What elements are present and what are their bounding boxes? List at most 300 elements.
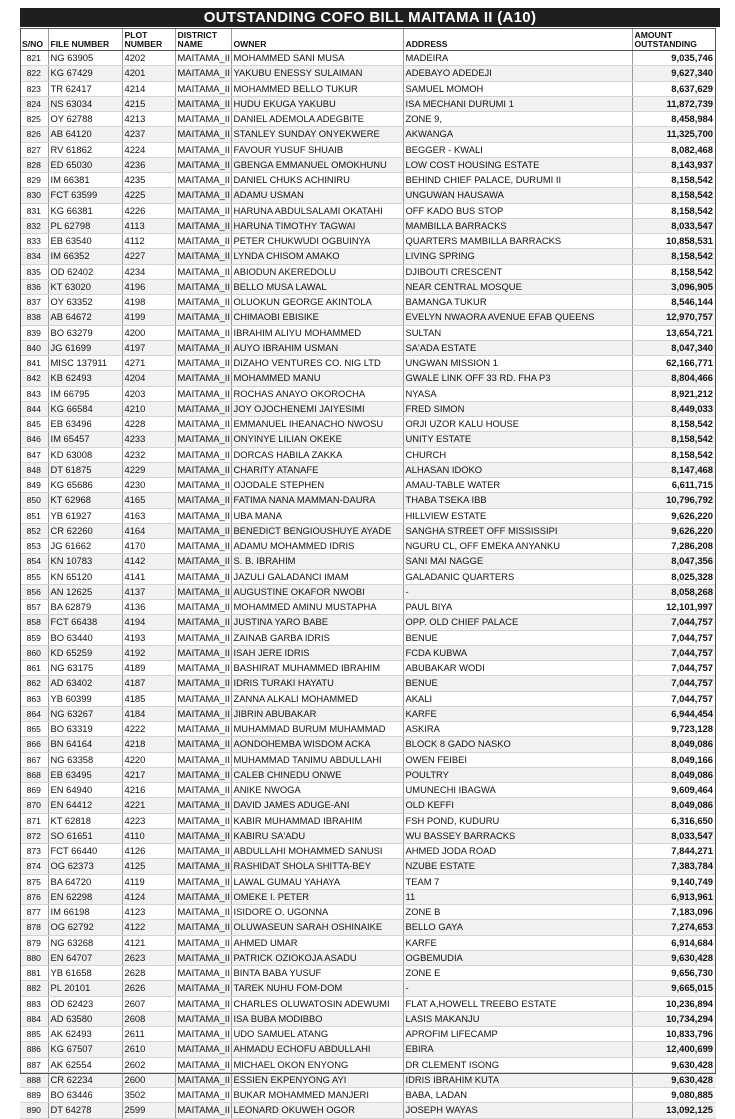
cell-file-number: KD 63008	[48, 447, 122, 462]
cell-sno: 836	[20, 279, 48, 294]
cell-file-number: KN 10783	[48, 554, 122, 569]
table-row	[20, 676, 716, 691]
cell-file-number: IM 66198	[48, 905, 122, 920]
cell-sno: 850	[20, 493, 48, 508]
cell-sno: 855	[20, 569, 48, 584]
table-row	[20, 264, 716, 279]
cell-plot-number: 2610	[122, 1042, 175, 1057]
cell-owner: MOHAMMED AMINU MUSTAPHA	[231, 600, 403, 615]
table-row	[20, 371, 716, 386]
cell-plot-number: 4164	[122, 523, 175, 538]
cell-address: TEAM 7	[403, 874, 632, 889]
cell-district-name: MAITAMA_II	[175, 1042, 231, 1057]
cell-amount-outstanding: 8,082,468	[632, 142, 716, 157]
cell-address: ADEBAYO ADEDEJI	[403, 66, 632, 81]
cell-sno: 853	[20, 539, 48, 554]
cell-file-number: OG 62373	[48, 859, 122, 874]
cell-sno: 873	[20, 844, 48, 859]
cell-owner: AUYO IBRAHIM USMAN	[231, 340, 403, 355]
cell-owner: ISAH JERE IDRIS	[231, 645, 403, 660]
cell-plot-number: 4221	[122, 798, 175, 813]
header-district-line2: NAME	[177, 39, 203, 49]
cell-address: LIVING SPRING	[403, 249, 632, 264]
cell-owner: AONDOHEMBA WISDOM ACKA	[231, 737, 403, 752]
cell-file-number: FCT 66438	[48, 615, 122, 630]
cell-amount-outstanding: 8,025,328	[632, 569, 716, 584]
table-row	[20, 81, 716, 96]
cell-file-number: BA 64720	[48, 874, 122, 889]
cell-address: SULTAN	[403, 325, 632, 340]
cell-sno: 888	[20, 1072, 48, 1087]
cell-address: BAMANGA TUKUR	[403, 295, 632, 310]
cell-amount-outstanding: 12,970,757	[632, 310, 716, 325]
cell-sno: 822	[20, 66, 48, 81]
cell-district-name: MAITAMA_II	[175, 722, 231, 737]
cell-address: KARFE	[403, 706, 632, 721]
cell-district-name: MAITAMA_II	[175, 905, 231, 920]
cell-sno: 828	[20, 157, 48, 172]
cell-file-number: BO 63446	[48, 1088, 122, 1103]
cell-address: FCDA KUBWA	[403, 645, 632, 660]
cell-address: DJIBOUTI CRESCENT	[403, 264, 632, 279]
cell-amount-outstanding: 10,236,894	[632, 996, 716, 1011]
cell-owner: JOY OJOCHENEMI JAIYESIMI	[231, 401, 403, 416]
cell-plot-number: 2600	[122, 1072, 175, 1087]
cell-sno: 869	[20, 783, 48, 798]
cell-owner: STANLEY SUNDAY ONYEKWERE	[231, 127, 403, 142]
cell-address: ISA MECHANI DURUMI 1	[403, 96, 632, 111]
table-row	[20, 340, 716, 355]
cell-district-name: MAITAMA_II	[175, 325, 231, 340]
cell-owner: ADAMU USMAN	[231, 188, 403, 203]
cell-plot-number: 4224	[122, 142, 175, 157]
cell-district-name: MAITAMA_II	[175, 950, 231, 965]
table-row	[20, 783, 716, 798]
cell-plot-number: 4232	[122, 447, 175, 462]
cell-plot-number: 4222	[122, 722, 175, 737]
cell-address: MAMBILLA BARRACKS	[403, 218, 632, 233]
table-row	[20, 493, 716, 508]
cell-address: FSH POND, KUDURU	[403, 813, 632, 828]
cell-address: MADEIRA	[403, 51, 632, 66]
cell-plot-number: 4122	[122, 920, 175, 935]
table-row	[20, 859, 716, 874]
cell-file-number: EB 63495	[48, 767, 122, 782]
cell-plot-number: 2608	[122, 1011, 175, 1026]
cell-address: BLOCK 8 GADO NASKO	[403, 737, 632, 752]
cell-district-name: MAITAMA_II	[175, 539, 231, 554]
cell-file-number: DT 64278	[48, 1103, 122, 1118]
cell-owner: CALEB CHINEDU ONWE	[231, 767, 403, 782]
header-sno: S/NO	[20, 28, 48, 51]
cell-sno: 843	[20, 386, 48, 401]
table-row	[20, 325, 716, 340]
cell-address: HILLVIEW ESTATE	[403, 508, 632, 523]
cell-amount-outstanding: 9,080,885	[632, 1088, 716, 1103]
cell-file-number: OG 62792	[48, 920, 122, 935]
cell-sno: 887	[20, 1057, 48, 1072]
cell-district-name: MAITAMA_II	[175, 264, 231, 279]
cell-amount-outstanding: 8,458,984	[632, 112, 716, 127]
cell-file-number: FCT 63599	[48, 188, 122, 203]
cell-owner: OLUOKUN GEORGE AKINTOLA	[231, 295, 403, 310]
cell-sno: 878	[20, 920, 48, 935]
cell-plot-number: 4126	[122, 844, 175, 859]
cell-district-name: MAITAMA_II	[175, 188, 231, 203]
cell-plot-number: 4142	[122, 554, 175, 569]
cell-amount-outstanding: 8,047,340	[632, 340, 716, 355]
cell-file-number: AD 63580	[48, 1011, 122, 1026]
cell-owner: GBENGA EMMANUEL OMOKHUNU	[231, 157, 403, 172]
cell-district-name: MAITAMA_II	[175, 295, 231, 310]
cell-district-name: MAITAMA_II	[175, 96, 231, 111]
cell-file-number: JG 61662	[48, 539, 122, 554]
cell-file-number: BO 63279	[48, 325, 122, 340]
cell-file-number: EB 63540	[48, 234, 122, 249]
cell-owner: BUKAR MOHAMMED MANJERI	[231, 1088, 403, 1103]
cell-plot-number: 4198	[122, 295, 175, 310]
cell-file-number: NG 63358	[48, 752, 122, 767]
table-row	[20, 218, 716, 233]
cell-district-name: MAITAMA_II	[175, 1088, 231, 1103]
cell-amount-outstanding: 8,158,542	[632, 249, 716, 264]
cell-amount-outstanding: 7,044,757	[632, 676, 716, 691]
cell-sno: 865	[20, 722, 48, 737]
table-row	[20, 188, 716, 203]
cell-address: BABA, LADAN	[403, 1088, 632, 1103]
cell-file-number: NG 63175	[48, 661, 122, 676]
cell-file-number: BN 64164	[48, 737, 122, 752]
cell-amount-outstanding: 8,158,542	[632, 188, 716, 203]
cell-sno: 886	[20, 1042, 48, 1057]
header-file-number: FILE NUMBER	[48, 28, 122, 51]
cell-sno: 854	[20, 554, 48, 569]
cell-amount-outstanding: 10,734,294	[632, 1011, 716, 1026]
cell-amount-outstanding: 6,944,454	[632, 706, 716, 721]
cell-owner: ABIODUN AKEREDOLU	[231, 264, 403, 279]
table-row	[20, 356, 716, 371]
cell-owner: ESSIEN EKPENYONG AYI	[231, 1072, 403, 1087]
cell-plot-number: 4194	[122, 615, 175, 630]
cell-plot-number: 4123	[122, 905, 175, 920]
cell-plot-number: 4137	[122, 584, 175, 599]
cell-sno: 835	[20, 264, 48, 279]
cell-file-number: CR 62260	[48, 523, 122, 538]
cell-plot-number: 4200	[122, 325, 175, 340]
cell-district-name: MAITAMA_II	[175, 569, 231, 584]
cell-owner: AHMED UMAR	[231, 935, 403, 950]
cell-district-name: MAITAMA_II	[175, 478, 231, 493]
cell-amount-outstanding: 9,035,746	[632, 51, 716, 66]
cell-sno: 885	[20, 1027, 48, 1042]
cell-address: LOW COST HOUSING ESTATE	[403, 157, 632, 172]
cell-district-name: MAITAMA_II	[175, 508, 231, 523]
cell-sno: 842	[20, 371, 48, 386]
cell-file-number: KG 66584	[48, 401, 122, 416]
cell-district-name: MAITAMA_II	[175, 356, 231, 371]
cell-sno: 860	[20, 645, 48, 660]
header-district-line1: DISTRICT	[177, 30, 218, 40]
cell-plot-number: 2623	[122, 950, 175, 965]
cell-sno: 859	[20, 630, 48, 645]
cell-owner: PETER CHUKWUDI OGBUINYA	[231, 234, 403, 249]
cell-amount-outstanding: 9,665,015	[632, 981, 716, 996]
cell-plot-number: 4187	[122, 676, 175, 691]
cell-address: DR CLEMENT ISONG	[403, 1057, 632, 1072]
cell-district-name: MAITAMA_II	[175, 828, 231, 843]
cell-plot-number: 4185	[122, 691, 175, 706]
table-row	[20, 584, 716, 599]
cell-file-number: BO 63440	[48, 630, 122, 645]
cell-amount-outstanding: 7,044,757	[632, 630, 716, 645]
cell-district-name: MAITAMA_II	[175, 935, 231, 950]
cell-amount-outstanding: 6,914,684	[632, 935, 716, 950]
cell-address: SANGHA STREET OFF MISSISSIPI	[403, 523, 632, 538]
cell-district-name: MAITAMA_II	[175, 340, 231, 355]
table-row	[20, 523, 716, 538]
cell-district-name: MAITAMA_II	[175, 920, 231, 935]
cell-sno: 861	[20, 661, 48, 676]
cell-file-number: EN 64940	[48, 783, 122, 798]
cell-district-name: MAITAMA_II	[175, 661, 231, 676]
cell-address: SA'ADA ESTATE	[403, 340, 632, 355]
cell-plot-number: 2607	[122, 996, 175, 1011]
cell-amount-outstanding: 6,611,715	[632, 478, 716, 493]
table-row	[20, 691, 716, 706]
cell-file-number: NG 63905	[48, 51, 122, 66]
cell-address: ZONE B	[403, 905, 632, 920]
cell-address: GALADANIC QUARTERS	[403, 569, 632, 584]
cell-amount-outstanding: 7,044,757	[632, 615, 716, 630]
cell-owner: BENEDICT BENGIOUSHUYE AYADE	[231, 523, 403, 538]
cell-sno: 846	[20, 432, 48, 447]
cell-address: GWALE LINK OFF 33 RD. FHA P3	[403, 371, 632, 386]
cell-sno: 877	[20, 905, 48, 920]
table-row	[20, 950, 716, 965]
cell-address: ASKIRA	[403, 722, 632, 737]
cell-plot-number: 4226	[122, 203, 175, 218]
cell-district-name: MAITAMA_II	[175, 234, 231, 249]
cell-district-name: MAITAMA_II	[175, 584, 231, 599]
cell-amount-outstanding: 12,101,997	[632, 600, 716, 615]
table-row	[20, 874, 716, 889]
cell-address: THABA TSEKA IBB	[403, 493, 632, 508]
cell-district-name: MAITAMA_II	[175, 691, 231, 706]
table-row	[20, 844, 716, 859]
cell-owner: ISA BUBA MODIBBO	[231, 1011, 403, 1026]
cell-address: -	[403, 981, 632, 996]
cell-address: OFF KADO BUS STOP	[403, 203, 632, 218]
cell-sno: 851	[20, 508, 48, 523]
cell-amount-outstanding: 8,033,547	[632, 828, 716, 843]
table-row	[20, 569, 716, 584]
table-row	[20, 279, 716, 294]
cell-amount-outstanding: 9,630,428	[632, 1057, 716, 1072]
cell-sno: 883	[20, 996, 48, 1011]
table-row	[20, 600, 716, 615]
table-row	[20, 112, 716, 127]
cell-plot-number: 2611	[122, 1027, 175, 1042]
cell-file-number: BA 62879	[48, 600, 122, 615]
cell-plot-number: 4204	[122, 371, 175, 386]
cell-sno: 868	[20, 767, 48, 782]
cell-owner: CHARITY ATANAFE	[231, 462, 403, 477]
cell-plot-number: 4227	[122, 249, 175, 264]
table-row	[20, 966, 716, 981]
cell-plot-number: 4210	[122, 401, 175, 416]
cell-owner: MICHAEL OKON ENYONG	[231, 1057, 403, 1072]
cell-sno: 825	[20, 112, 48, 127]
cell-file-number: CR 62234	[48, 1072, 122, 1087]
cell-amount-outstanding: 9,627,340	[632, 66, 716, 81]
table-row	[20, 142, 716, 157]
cell-sno: 884	[20, 1011, 48, 1026]
cell-address: IDRIS IBRAHIM KUTA	[403, 1072, 632, 1087]
cell-plot-number: 4213	[122, 112, 175, 127]
cell-owner: HUDU EKUGA YAKUBU	[231, 96, 403, 111]
cell-amount-outstanding: 9,626,220	[632, 523, 716, 538]
cell-sno: 832	[20, 218, 48, 233]
cell-district-name: MAITAMA_II	[175, 798, 231, 813]
cell-amount-outstanding: 8,049,086	[632, 737, 716, 752]
cell-plot-number: 4170	[122, 539, 175, 554]
cell-address: BELLO GAYA	[403, 920, 632, 935]
cell-plot-number: 2599	[122, 1103, 175, 1118]
table-row	[20, 706, 716, 721]
cell-district-name: MAITAMA_II	[175, 783, 231, 798]
cell-file-number: AD 63402	[48, 676, 122, 691]
cell-owner: MOHAMMED BELLO TUKUR	[231, 81, 403, 96]
table-row	[20, 1042, 716, 1057]
cell-owner: PATRICK OZIOKOJA ASADU	[231, 950, 403, 965]
cell-sno: 871	[20, 813, 48, 828]
cell-address: FLAT A,HOWELL TREEBO ESTATE	[403, 996, 632, 1011]
cell-file-number: IM 65457	[48, 432, 122, 447]
cell-file-number: BO 63319	[48, 722, 122, 737]
cell-address: JOSEPH WAYAS	[403, 1103, 632, 1118]
cell-sno: 847	[20, 447, 48, 462]
cell-file-number: EB 63496	[48, 417, 122, 432]
cell-address: OPP. OLD CHIEF PALACE	[403, 615, 632, 630]
table-row	[20, 508, 716, 523]
cell-file-number: ED 65030	[48, 157, 122, 172]
cell-file-number: KG 66381	[48, 203, 122, 218]
cell-plot-number: 4228	[122, 417, 175, 432]
cell-district-name: MAITAMA_II	[175, 981, 231, 996]
cell-plot-number: 4235	[122, 173, 175, 188]
cell-owner: ZAINAB GARBA IDRIS	[231, 630, 403, 645]
cell-plot-number: 4201	[122, 66, 175, 81]
cell-address: ALHASAN IDOKO	[403, 462, 632, 477]
cell-file-number: NG 63267	[48, 706, 122, 721]
cell-owner: CHARLES OLUWATOSIN ADEWUMI	[231, 996, 403, 1011]
cell-file-number: EN 64412	[48, 798, 122, 813]
cell-address: FRED SIMON	[403, 401, 632, 416]
header-district-name	[175, 28, 231, 51]
cell-owner: DORCAS HABILA ZAKKA	[231, 447, 403, 462]
cell-plot-number: 4110	[122, 828, 175, 843]
cell-plot-number: 4141	[122, 569, 175, 584]
table-row	[20, 798, 716, 813]
cell-plot-number: 4234	[122, 264, 175, 279]
cell-district-name: MAITAMA_II	[175, 1057, 231, 1072]
cell-amount-outstanding: 8,049,166	[632, 752, 716, 767]
cell-owner: ISIDORE O. UGONNA	[231, 905, 403, 920]
cell-address: ABUBAKAR WODI	[403, 661, 632, 676]
cell-address: AKALI	[403, 691, 632, 706]
cell-district-name: MAITAMA_II	[175, 966, 231, 981]
cell-sno: 862	[20, 676, 48, 691]
cell-address: ZONE 9,	[403, 112, 632, 127]
cell-amount-outstanding: 6,316,650	[632, 813, 716, 828]
cell-sno: 858	[20, 615, 48, 630]
cell-address: ZONE E	[403, 966, 632, 981]
cell-amount-outstanding: 8,546,144	[632, 295, 716, 310]
table-row	[20, 752, 716, 767]
cell-file-number: AN 12625	[48, 584, 122, 599]
cell-file-number: RV 61862	[48, 142, 122, 157]
cell-district-name: MAITAMA_II	[175, 630, 231, 645]
table-row	[20, 645, 716, 660]
table-row	[20, 661, 716, 676]
cell-sno: 830	[20, 188, 48, 203]
cell-sno: 882	[20, 981, 48, 996]
cell-address: LASIS MAKANJU	[403, 1011, 632, 1026]
cell-owner: AHMADU ECHOFU ABDULLAHI	[231, 1042, 403, 1057]
cell-sno: 833	[20, 234, 48, 249]
table-row	[20, 1088, 716, 1103]
cell-district-name: MAITAMA_II	[175, 1103, 231, 1118]
table-row	[20, 630, 716, 645]
table-row	[20, 1057, 716, 1072]
cell-file-number: FCT 66440	[48, 844, 122, 859]
cell-amount-outstanding: 8,637,629	[632, 81, 716, 96]
table-row	[20, 462, 716, 477]
cell-district-name: MAITAMA_II	[175, 706, 231, 721]
cell-amount-outstanding: 8,921,212	[632, 386, 716, 401]
cell-address: OGBEMUDIA	[403, 950, 632, 965]
table-row	[20, 996, 716, 1011]
cell-owner: IDRIS TURAKI HAYATU	[231, 676, 403, 691]
cell-district-name: MAITAMA_II	[175, 386, 231, 401]
cell-owner: MOHAMMED SANI MUSA	[231, 51, 403, 66]
table-row	[20, 234, 716, 249]
cell-district-name: MAITAMA_II	[175, 813, 231, 828]
cell-plot-number: 4214	[122, 81, 175, 96]
table-row	[20, 1011, 716, 1026]
cell-district-name: MAITAMA_II	[175, 279, 231, 294]
cell-amount-outstanding: 3,096,905	[632, 279, 716, 294]
cell-file-number: PL 62798	[48, 218, 122, 233]
cell-owner: HARUNA TIMOTHY TAGWAI	[231, 218, 403, 233]
cell-amount-outstanding: 9,630,428	[632, 1072, 716, 1087]
cell-plot-number: 4163	[122, 508, 175, 523]
cell-sno: 849	[20, 478, 48, 493]
cell-amount-outstanding: 11,325,700	[632, 127, 716, 142]
cell-plot-number: 4165	[122, 493, 175, 508]
cell-address: PAUL BIYA	[403, 600, 632, 615]
cell-amount-outstanding: 10,833,796	[632, 1027, 716, 1042]
cell-owner: LAWAL GUMAU YAHAYA	[231, 874, 403, 889]
table-row	[20, 1072, 716, 1087]
cell-amount-outstanding: 8,147,468	[632, 462, 716, 477]
cell-plot-number: 4233	[122, 432, 175, 447]
cell-owner: ADAMU MOHAMMED IDRIS	[231, 539, 403, 554]
cell-amount-outstanding: 8,049,086	[632, 798, 716, 813]
cell-address: BENUE	[403, 676, 632, 691]
cell-sno: 831	[20, 203, 48, 218]
cell-file-number: JG 61699	[48, 340, 122, 355]
